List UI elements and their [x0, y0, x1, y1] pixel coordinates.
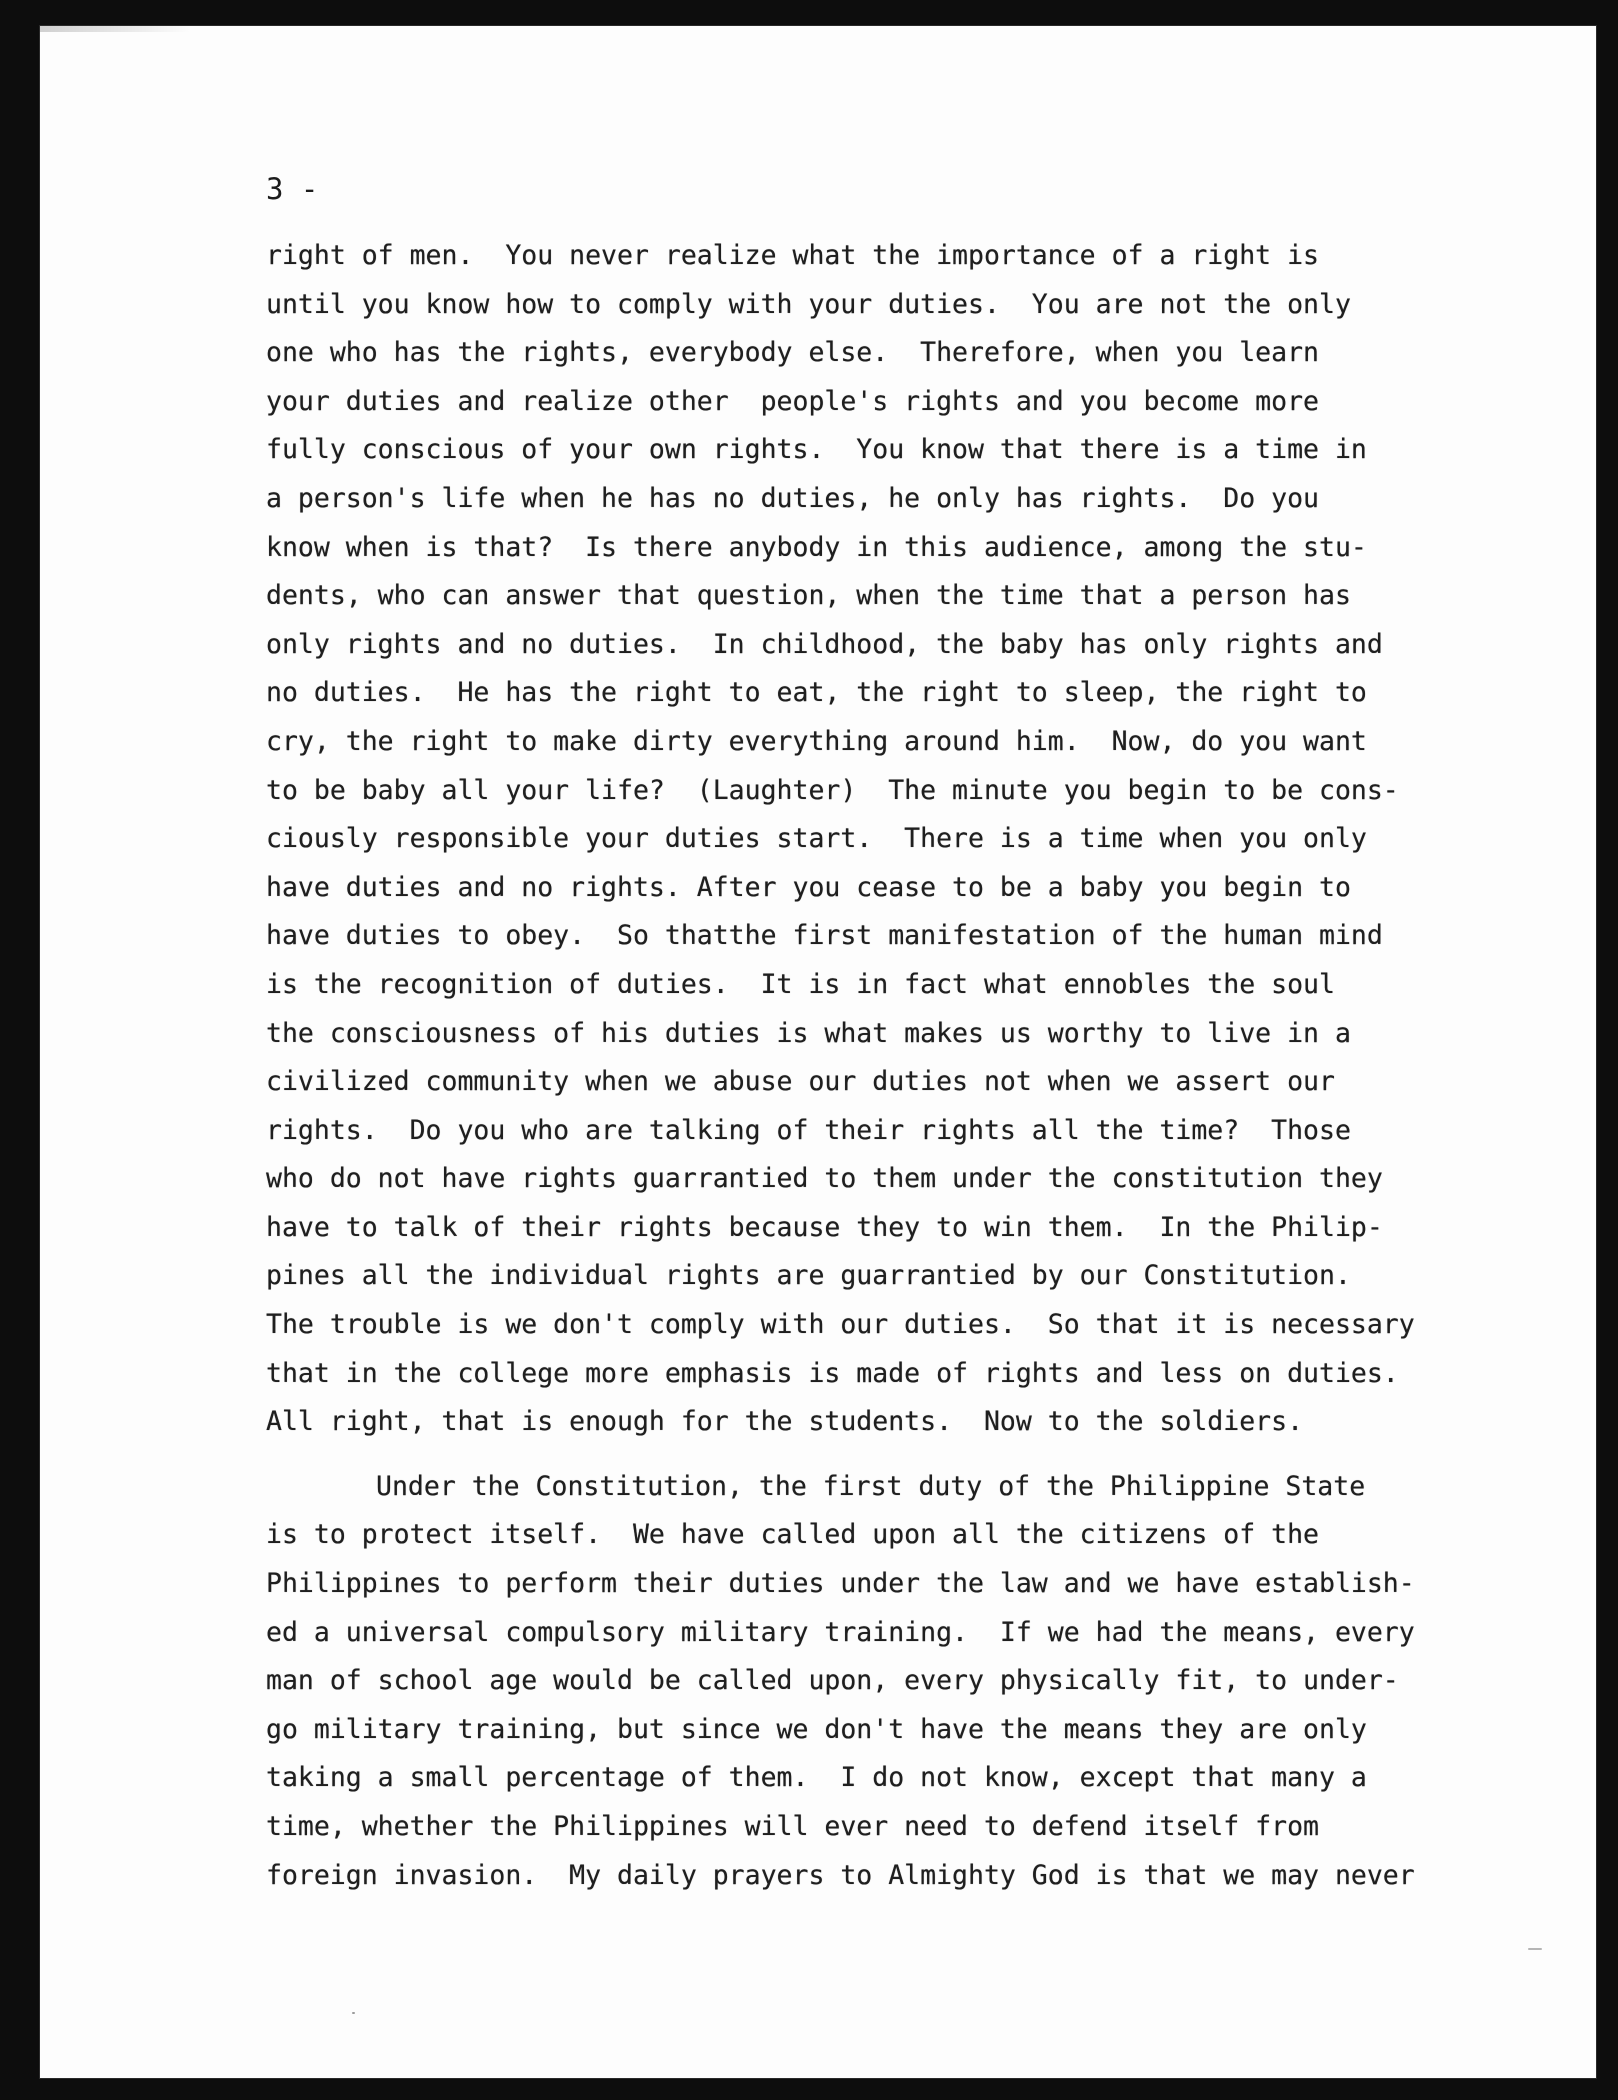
text-line: right of men. You never realize what the importance of a right is	[266, 240, 1319, 271]
text-line: to be baby all your life? (Laughter) The minute you begin to be cons-	[266, 774, 1399, 806]
text-line: civilized community when we abuse our duties not when we assert our	[266, 1066, 1335, 1098]
paragraph-1	[266, 232, 1462, 1447]
text-line: Philippines to perform their duties under the law and we have establish-	[266, 1568, 1415, 1600]
text-line: the consciousness of his duties is what makes us worthy to live in a	[266, 1017, 1351, 1049]
text-line: cry, the right to make dirty everything around him. Now, do you want	[266, 725, 1367, 757]
text-line: fully conscious of your own rights. You know that there is a time in	[266, 434, 1367, 466]
text-line: time, whether the Philippines will ever need to defend itself from	[266, 1811, 1319, 1842]
text-line: dents, who can answer that question, when the time that a person has	[266, 580, 1351, 612]
document-body	[266, 232, 1462, 1900]
text-line: rights. Do you who are talking of their rights all the time? Those	[266, 1114, 1351, 1146]
paragraph-2	[266, 1463, 1462, 1900]
text-line: a person's life when he has no duties, he only has rights. Do you	[266, 482, 1319, 514]
text-line: Under the Constitution, the first duty of the Philippine State	[376, 1470, 1366, 1502]
text-line: have duties and no rights. After you cease to be a baby you begin to	[266, 871, 1351, 903]
text-line: one who has the rights, everybody else. Therefore, when you learn	[266, 337, 1319, 369]
paragraph-gap	[266, 1447, 1462, 1463]
text-line: man of school age would be called upon, every physically fit, to under-	[266, 1665, 1399, 1697]
text-line: The trouble is we don't comply with our duties. So that it is necessary	[266, 1309, 1415, 1341]
text-line: is to protect itself. We have called upon all the citizens of the	[266, 1519, 1319, 1551]
text-line: go military training, but since we don't have the means they are only	[266, 1713, 1367, 1745]
text-line: is the recognition of duties. It is in fact what ennobles the soul	[266, 968, 1335, 1000]
text-line: pines all the individual rights are guarrantied by our Constitution.	[266, 1260, 1351, 1292]
text-line: have duties to obey. So thatthe first manifestation of the human mind	[266, 920, 1383, 952]
text-line: only rights and no duties. In childhood, the baby has only rights and	[266, 628, 1383, 660]
text-line: All right, that is enough for the students. Now to the soldiers.	[266, 1406, 1304, 1438]
text-line: who do not have rights guarrantied to them under the constitution they	[266, 1163, 1383, 1195]
text-line: your duties and realize other people's rights and you become more	[266, 385, 1319, 417]
text-line: have to talk of their rights because they to win them. In the Philip-	[266, 1211, 1383, 1243]
text-line: that in the college more emphasis is made of rights and less on duties.	[266, 1357, 1399, 1389]
text-line: foreign invasion. My daily prayers to Almighty God is that we may never	[266, 1859, 1415, 1891]
scan-smudge	[40, 26, 190, 32]
text-line: until you know how to comply with your duties. You are not the only	[266, 288, 1351, 320]
page-number: 3 -	[266, 172, 319, 206]
text-line: ed a universal compulsory military training. If we had the means, every	[266, 1616, 1415, 1648]
text-line: know when is that? Is there anybody in this audience, among the stu-	[266, 531, 1367, 563]
scan-speck	[1528, 1948, 1542, 1950]
text-line: ciously responsible your duties start. There is a time when you only	[266, 823, 1367, 855]
text-line: taking a small percentage of them. I do not know, except that many a	[266, 1762, 1367, 1794]
scan-speck	[352, 2012, 355, 2014]
text-line: no duties. He has the right to eat, the right to sleep, the right to	[266, 677, 1367, 709]
